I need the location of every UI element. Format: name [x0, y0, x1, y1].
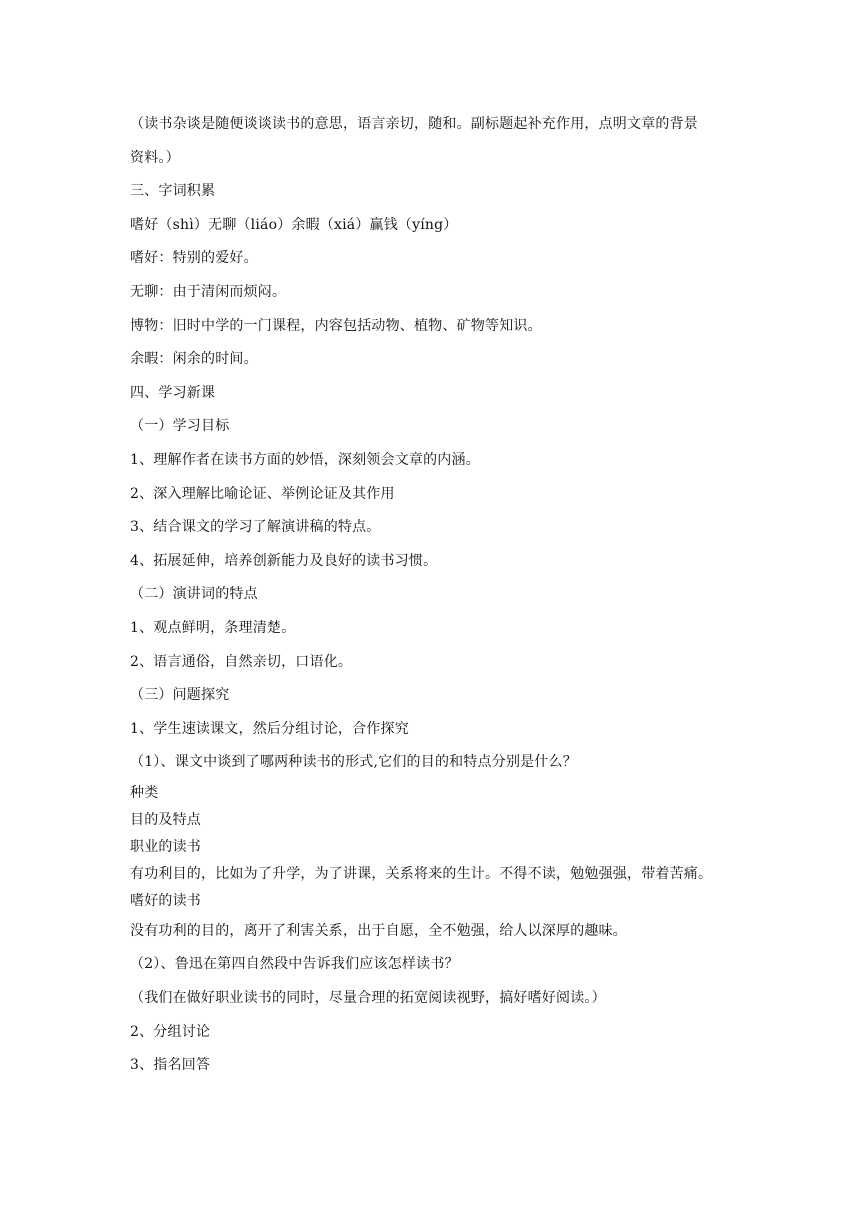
goal-item-1: 1、理解作者在读书方面的妙悟，深刻领会文章的内涵。: [130, 451, 480, 468]
table-cell-vocational-description: 有功利目的，比如为了升学，为了讲课，关系将来的生计。不得不读，勉勉强强，带着苦痛。: [130, 865, 713, 882]
pinyin-line: 嗜好（shì）无聊（liáo）余暇（xiá）赢钱（yíng）: [130, 216, 458, 233]
subheading-goals: （一）学习目标: [130, 418, 230, 435]
table-cell-type-header: 种类: [130, 784, 159, 801]
document-body: [130, 108, 740, 1083]
goal-item-4: 4、拓展延伸，培养创新能力及良好的读书习惯。: [130, 552, 438, 569]
table-cell-hobby-reading: 嗜好的读书: [130, 892, 201, 909]
feature-item-2: 2、语言通俗，自然亲切，口语化。: [130, 653, 353, 670]
answer-2: （我们在做好职业读书的同时，尽量合理的拓宽阅读视野，搞好嗜好阅读。）: [130, 990, 606, 1007]
inquiry-step-3: 3、指名回答: [130, 1057, 211, 1074]
subheading-inquiry: （三）问题探究: [130, 687, 230, 704]
question-1: （1）、课文中谈到了哪两种读书的形式,它们的目的和特点分别是什么？: [130, 754, 577, 771]
background-note-line-2: 资料。）: [130, 149, 180, 166]
definition-shihao: 嗜好：特别的爱好。: [130, 250, 258, 267]
section-heading-vocabulary: 三、字词积累: [130, 183, 216, 200]
table-cell-vocational-reading: 职业的读书: [130, 838, 201, 855]
inquiry-step-1: 1、学生速读课文，然后分组讨论，合作探究: [130, 720, 409, 737]
goal-item-2: 2、深入理解比喻论证、举例论证及其作用: [130, 485, 395, 502]
inquiry-step-2: 2、分组讨论: [130, 1023, 211, 1040]
question-2: （2）、鲁迅在第四自然段中告诉我们应该怎样读书？: [130, 956, 459, 973]
definition-yuxia: 余暇：闲余的时间。: [130, 351, 258, 368]
background-note-line-1: （读书杂谈是随便谈谈读书的意思，语言亲切，随和。副标题起补充作用，点明文章的背景: [130, 116, 698, 132]
section-heading-new-lesson: 四、学习新课: [130, 384, 216, 401]
definition-wuliao: 无聊：由于清闲而烦闷。: [130, 283, 287, 300]
goal-item-3: 3、结合课文的学习了解演讲稿的特点。: [130, 519, 381, 536]
subheading-speech-features: （二）演讲词的特点: [130, 586, 258, 603]
table-cell-purpose-header: 目的及特点: [130, 811, 201, 828]
definition-bowu: 博物：旧时中学的一门课程，内容包括动物、植物、矿物等知识。: [130, 317, 542, 334]
feature-item-1: 1、观点鲜明，条理清楚。: [130, 619, 296, 636]
table-cell-hobby-description: 没有功利的目的，离开了利害关系，出于自愿，全不勉强，给人以深厚的趣味。: [130, 922, 627, 939]
